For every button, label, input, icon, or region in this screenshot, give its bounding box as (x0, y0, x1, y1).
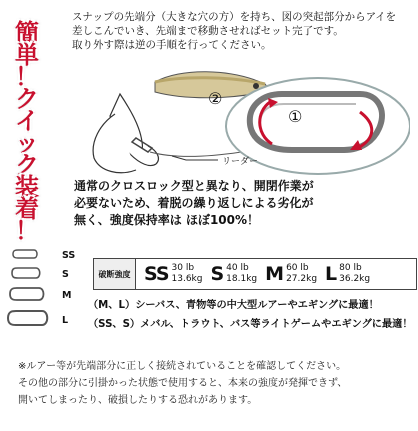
strength-cell-m (265, 263, 317, 285)
size-m-label: M (62, 290, 72, 301)
intro-line: スナップの先端分（大きな穴の方）を持ち、図の突起部分からアイを (72, 11, 397, 23)
title-char: 簡 (15, 19, 39, 47)
size-list (4, 246, 84, 336)
size-s-label: S (62, 269, 69, 280)
intro-text (72, 10, 412, 52)
note-line: その他の部分に引掛かった状態で使用すると、本来の強度が発揮できず、 (18, 378, 348, 389)
hand-illustration (93, 94, 158, 173)
title-char: ッ (15, 129, 39, 157)
leader-label: リーダー (222, 157, 259, 167)
strength-cell-s (210, 263, 257, 285)
strength-lb: 40 lb (226, 263, 249, 273)
usage-text (88, 296, 416, 334)
title-char: ！ (15, 217, 39, 245)
size-row-ss (10, 248, 40, 260)
strength-size: L (325, 263, 337, 285)
strength-lb: 60 lb (286, 263, 309, 273)
title-char: 着 (15, 195, 39, 223)
size-row-l (5, 308, 51, 328)
title-char: ク (15, 151, 39, 179)
strength-kg: 18.1kg (226, 274, 258, 284)
intro-line: 差しこんでいき、先端まで移動させればセット完了です。 (72, 25, 344, 37)
strength-header: 破断強度 (94, 259, 136, 289)
feature-line: 必要ないため、着脱の繰り返しによる劣化が (74, 196, 314, 210)
intro-line: 取り外す際は逆の手順を行ってください。 (72, 39, 272, 51)
feature-line: 無く、強度保持率は ほぼ100%！ (74, 213, 260, 227)
size-row-m (7, 286, 47, 302)
strength-size: S (210, 263, 224, 285)
snap-l-icon (5, 308, 51, 328)
snap-m-icon (7, 286, 47, 302)
title-char: イ (15, 107, 39, 135)
note-line: 開いてしまったり、破損したりする恐れがあります。 (18, 395, 258, 406)
strength-cell-ss (144, 263, 202, 285)
size-l-label: L (62, 315, 69, 326)
strength-size: SS (144, 263, 169, 285)
vertical-title (6, 19, 48, 245)
feature-text (74, 178, 414, 229)
strength-kg: 13.6kg (171, 274, 203, 284)
strength-size: M (265, 263, 284, 285)
title-char: 単 (15, 41, 39, 69)
step-2-label: ② (208, 89, 223, 108)
caution-note (18, 358, 414, 409)
title-char: ！ (15, 63, 39, 91)
strength-kg: 27.2kg (286, 274, 318, 284)
step-1-label: ① (288, 107, 303, 126)
snap-ss-icon (10, 248, 40, 260)
snap-s-icon (9, 266, 43, 280)
strength-table (93, 258, 417, 290)
strength-lb: 30 lb (171, 263, 195, 273)
feature-line: 通常のクロスロック型と異なり、開閉作業が (74, 179, 314, 193)
title-char: ク (15, 85, 39, 113)
title-char: 装 (15, 173, 39, 201)
strength-cell-l (325, 263, 370, 285)
usage-line: （SS、S）メバル、トラウト、バス等ライトゲームやエギングに最適！ (88, 319, 413, 330)
usage-line: （M、L）シーバス、青物等の中大型ルアーやエギングに最適！ (88, 300, 379, 311)
note-line: ※ルアー等が先端部分に正しく接続されていることを確認してください。 (18, 361, 347, 372)
size-ss-label: SS (62, 250, 76, 261)
strength-lb: 80 lb (339, 263, 362, 273)
strength-kg: 36.2kg (339, 274, 371, 284)
size-row-s (9, 266, 43, 280)
